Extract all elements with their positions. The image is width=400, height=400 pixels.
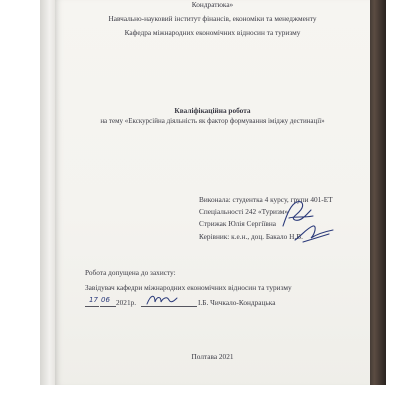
date-day: 17 xyxy=(89,296,98,304)
specialty: Спеціальності 242 «Туризм» xyxy=(199,207,288,216)
title-page xyxy=(55,0,370,385)
header-line-1: Кондратюка» xyxy=(191,0,234,9)
supervisor: Керівник: к.е.н., доц. Бакало Н.В. xyxy=(199,232,303,241)
admission-label: Робота допущена до захисту: xyxy=(85,268,176,277)
student-name: Стрижак Юлія Сергіївна xyxy=(199,219,276,228)
document-topic: на тему «Екскурсійна діяльність як фактор формування іміджу дестинації» xyxy=(100,117,325,125)
date-month: 06 xyxy=(101,296,110,304)
folder-spine xyxy=(368,0,386,385)
signature-icon xyxy=(145,290,179,308)
binder-strip xyxy=(40,0,56,385)
performed-by: Виконала: студентка 4 курсу, групи 401-ЕТ xyxy=(199,195,333,204)
date-month-line xyxy=(100,306,116,307)
date-day-line xyxy=(85,306,99,307)
head-of-department: Завідувач кафедри міжнародних економічних відносин та туризму xyxy=(85,283,292,292)
city-year: Полтава 2021 xyxy=(191,352,234,361)
header-department: Кафедра міжнародних економічних відносин та туризму xyxy=(124,28,301,37)
signature-icon xyxy=(293,222,335,244)
date-year: 2021р. xyxy=(116,298,137,307)
head-name: І.Б. Чичкало-Кондрацька xyxy=(198,298,276,307)
header-institute: Навчально-науковий інститут фінансів, економіки та менеджменту xyxy=(108,14,317,23)
document-heading: Кваліфікаційна робота xyxy=(174,106,251,115)
